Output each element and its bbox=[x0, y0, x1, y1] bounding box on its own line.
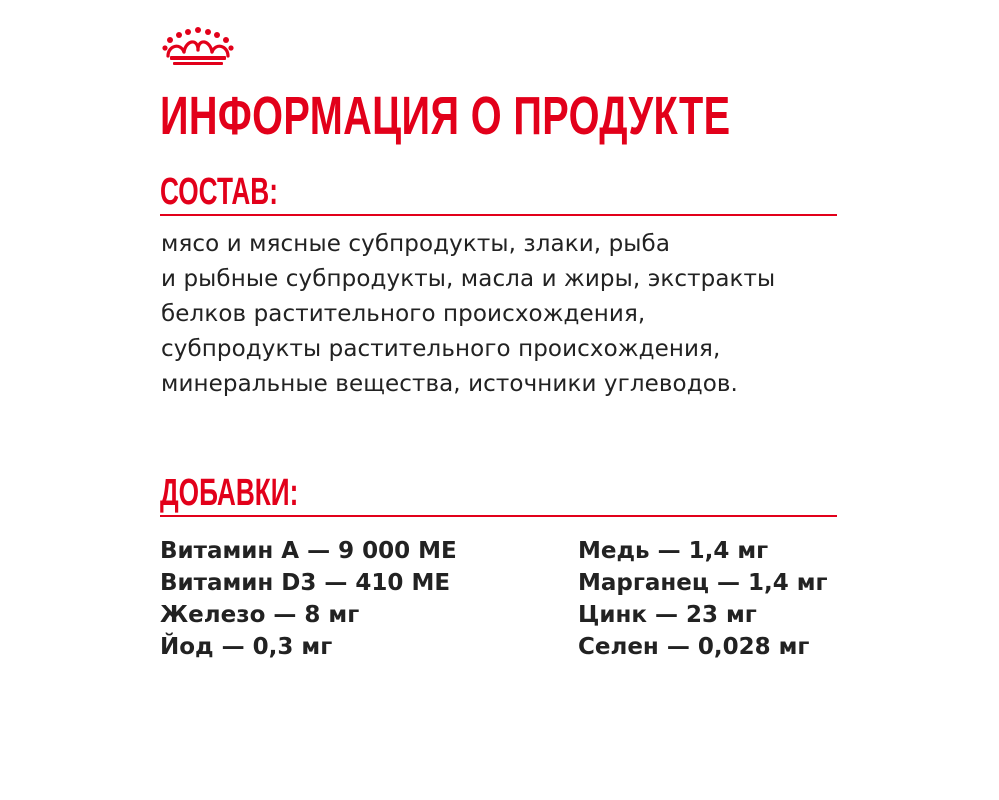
additive-item: Железо — 8 мг bbox=[160, 602, 360, 628]
additive-item: Витамин D3 — 410 МЕ bbox=[160, 570, 451, 596]
additive-item: Йод — 0,3 мг bbox=[160, 634, 333, 660]
composition-line: мясо и мясные субпродукты, злаки, рыба bbox=[161, 231, 671, 257]
additives-heading: ДОБАВКИ: bbox=[160, 472, 299, 514]
additive-item: Марганец — 1,4 мг bbox=[578, 570, 828, 596]
composition-line: и рыбные субпродукты, масла и жиры, экстракты bbox=[161, 266, 776, 292]
additive-item: Медь — 1,4 мг bbox=[578, 538, 769, 564]
additive-item: Селен — 0,028 мг bbox=[578, 634, 810, 660]
composition-line: минеральные вещества, источники углеводов. bbox=[161, 371, 738, 397]
additives-list-left bbox=[160, 535, 457, 663]
additives-list-right bbox=[578, 535, 828, 663]
additive-item: Цинк — 23 мг bbox=[578, 602, 757, 628]
additive-item: Витамин А — 9 000 МЕ bbox=[160, 538, 457, 564]
composition-text bbox=[161, 227, 841, 402]
composition-line: белков растительного происхождения, bbox=[161, 301, 646, 327]
composition-heading: СОСТАВ: bbox=[160, 171, 278, 213]
composition-divider bbox=[160, 214, 837, 216]
page-title: ИНФОРМАЦИЯ О ПРОДУКТЕ bbox=[160, 86, 731, 146]
composition-line: субпродукты растительного происхождения, bbox=[161, 336, 721, 362]
royal-crown-icon bbox=[160, 26, 236, 68]
additives-divider bbox=[160, 515, 837, 517]
